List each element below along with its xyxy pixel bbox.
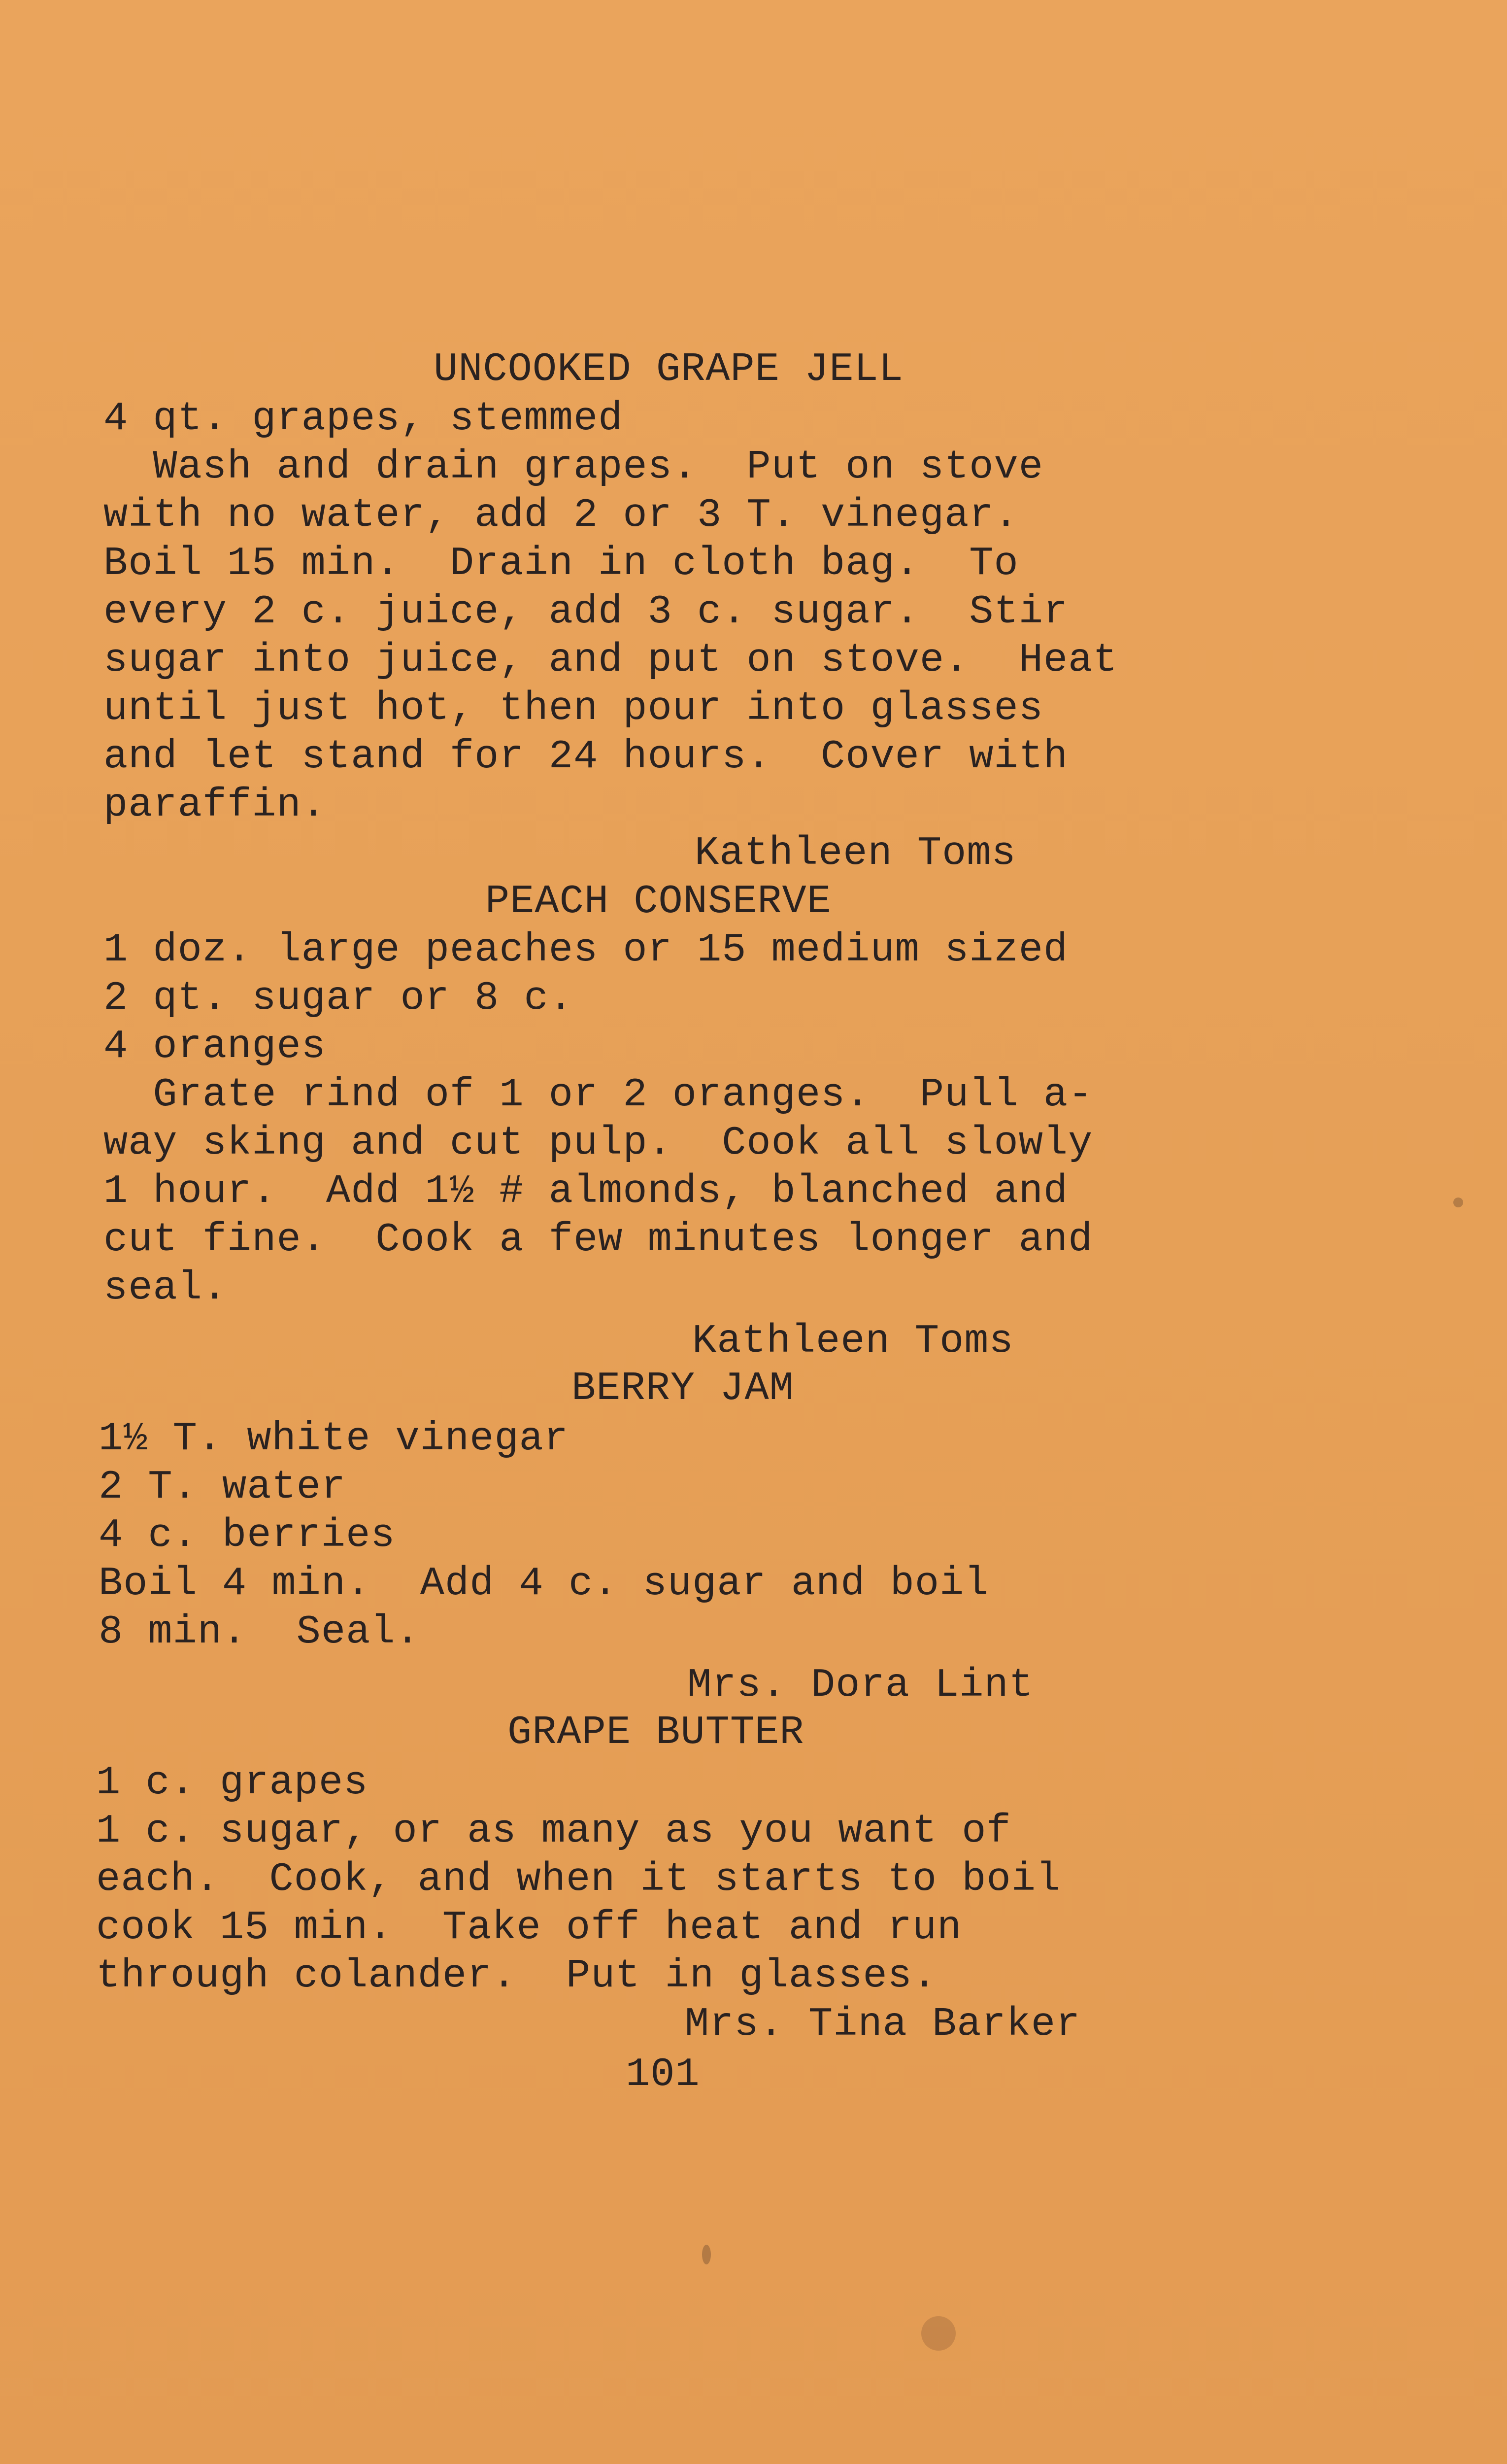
recipe-line: until just hot, then pour into glasses [103,685,1043,731]
recipe-line: way sking and cut pulp. Cook all slowly [103,1120,1093,1166]
recipe-title: PEACH CONSERVE [485,879,832,924]
recipe-line: paraffin. [103,782,326,828]
recipe-line: Boil 4 min. Add 4 c. sugar and boil [99,1561,989,1607]
recipe-author: Kathleen Toms [695,830,1016,876]
recipe-line: each. Cook, and when it starts to boil [96,1856,1061,1902]
recipe-line: 1 doz. large peaches or 15 medium sized [103,927,1069,973]
recipe-line: and let stand for 24 hours. Cover with [103,734,1069,780]
recipe-line: cut fine. Cook a few minutes longer and [103,1217,1093,1263]
recipe-line: seal. [103,1265,228,1311]
recipe-line: sugar into juice, and put on stove. Heat [103,637,1118,683]
recipe-title: BERRY JAM [571,1366,794,1411]
recipe-line: 8 min. Seal. [99,1609,420,1655]
recipe-line: 4 c. berries [99,1512,396,1558]
recipe-line: with no water, add 2 or 3 T. vinegar. [103,492,1019,538]
recipe-line: Boil 15 min. Drain in cloth bag. To [103,541,1019,586]
recipe-line: 1 c. grapes [96,1760,368,1806]
recipe-line: 1 c. sugar, or as many as you want of [96,1808,1011,1854]
page-number: 101 [626,2052,700,2097]
recipe-author: Mrs. Tina Barker [685,2001,1081,2047]
paper-speck [921,2316,956,2351]
recipe-line: cook 15 min. Take off heat and run [96,1905,962,1951]
recipe-line: 1 hour. Add 1½ # almonds, blanched and [103,1168,1069,1214]
recipe-line: Grate rind of 1 or 2 oranges. Pull a- [103,1072,1093,1118]
recipe-line: 2 qt. sugar or 8 c. [103,975,573,1021]
recipe-title: GRAPE BUTTER [507,1710,804,1755]
recipe-line: every 2 c. juice, add 3 c. sugar. Stir [103,589,1069,635]
recipe-line: through colander. Put in glasses. [96,1953,938,1999]
recipe-author: Kathleen Toms [692,1318,1014,1364]
recipe-line: 1½ T. white vinegar [99,1416,569,1462]
recipe-line: 2 T. water [99,1464,346,1510]
recipe-line: 4 qt. grapes, stemmed [103,396,623,442]
recipe-line: 4 oranges [103,1024,326,1069]
paper-speck [1453,1198,1463,1207]
recipe-title: UNCOOKED GRAPE JELL [434,346,904,392]
recipe-author: Mrs. Dora Lint [687,1662,1034,1708]
paper-speck [702,2245,711,2264]
recipe-line: Wash and drain grapes. Put on stove [103,444,1043,490]
